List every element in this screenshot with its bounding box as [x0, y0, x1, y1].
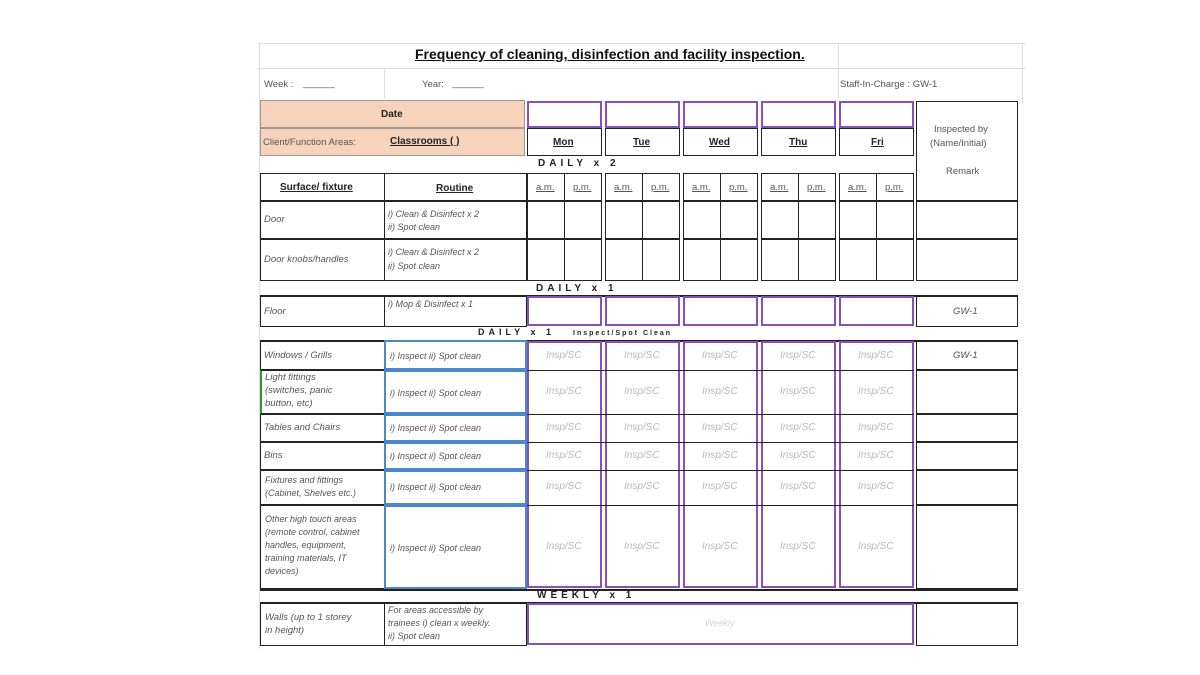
sheet-title-gridline	[258, 68, 1026, 69]
bins-routine: i) Inspect ii) Spot clean	[390, 451, 482, 461]
sheet-top-gridline	[258, 43, 1026, 44]
insp-light-wed: Insp/SC	[702, 386, 738, 397]
light-remark-cell[interactable]	[916, 370, 1018, 414]
insp-light-tue: Insp/SC	[624, 386, 660, 397]
door-wed-pm[interactable]	[720, 201, 758, 239]
fixtures-surface-1: Fixtures and fittings	[265, 475, 344, 485]
door-surface: Door	[264, 214, 285, 225]
walls-routine-3: ii) Spot clean	[388, 631, 441, 641]
remark-label: Remark	[946, 166, 980, 177]
knobs-fri-pm[interactable]	[876, 239, 914, 281]
floor-surface: Floor	[264, 306, 286, 317]
door-fri-am[interactable]	[839, 201, 877, 239]
date-cell-fri[interactable]	[839, 101, 914, 128]
door-mon-am[interactable]	[527, 201, 565, 239]
tables-surface: Tables and Chairs	[264, 422, 341, 433]
insp-windows-tue: Insp/SC	[624, 350, 660, 361]
fixtures-routine: i) Inspect ii) Spot clean	[390, 482, 482, 492]
sheet-right-gridline	[1022, 43, 1023, 103]
day-mon: Mon	[553, 137, 574, 148]
bins-remark-cell[interactable]	[916, 442, 1018, 470]
weekly-section-top	[260, 589, 1018, 591]
light-routine: i) Inspect ii) Spot clean	[390, 388, 482, 398]
form-title: Frequency of cleaning, disinfection and facility inspection.	[415, 46, 805, 62]
knobs-mon-am[interactable]	[527, 239, 565, 281]
week-label: Week :	[264, 79, 294, 90]
insp-windows-mon: Insp/SC	[546, 350, 582, 361]
floor-mon[interactable]	[527, 296, 602, 326]
floor-fri[interactable]	[839, 296, 914, 326]
insp-bins-tue: Insp/SC	[624, 450, 660, 461]
day-thu: Thu	[789, 137, 808, 148]
insp-fixtures-thu: Insp/SC	[780, 481, 816, 492]
insp-light-fri: Insp/SC	[858, 386, 894, 397]
door-routine-1: i) Clean & Disinfect x 2	[388, 209, 480, 219]
knobs-routine-1: i) Clean & Disinfect x 2	[388, 247, 480, 257]
insp-tables-fri: Insp/SC	[858, 422, 894, 433]
insp-tables-mon: Insp/SC	[546, 422, 582, 433]
pm-label-wed: p.m.	[729, 182, 748, 193]
fixtures-surface-2: (Cabinet, Shelves etc.)	[265, 488, 357, 498]
pm-label-mon: p.m.	[573, 182, 592, 193]
floor-remark: GW-1	[953, 306, 978, 317]
insp-windows-thu: Insp/SC	[780, 350, 816, 361]
insp-fixtures-fri: Insp/SC	[858, 481, 894, 492]
day-fri: Fri	[871, 137, 884, 148]
floor-tue[interactable]	[605, 296, 680, 326]
inspected-by-label: Inspected by	[934, 124, 988, 135]
sheet-col-gridline-2	[838, 43, 839, 98]
area-value: Classrooms ( )	[390, 136, 460, 147]
routine-header: Routine	[436, 183, 474, 194]
other-surface-2: (remote control, cabinet	[265, 527, 360, 537]
knobs-fri-am[interactable]	[839, 239, 877, 281]
door-tue-am[interactable]	[605, 201, 643, 239]
insp-windows-fri: Insp/SC	[858, 350, 894, 361]
insp-other-fri: Insp/SC	[858, 541, 894, 552]
day-tue: Tue	[633, 137, 651, 148]
knobs-tue-pm[interactable]	[642, 239, 680, 281]
insp-bins-fri: Insp/SC	[858, 450, 894, 461]
windows-surface: Windows / Grills	[264, 350, 333, 361]
door-thu-pm[interactable]	[798, 201, 836, 239]
date-cell-tue[interactable]	[605, 101, 680, 128]
walls-surface-cell	[260, 602, 385, 646]
date-cell-wed[interactable]	[683, 101, 758, 128]
knobs-wed-am[interactable]	[683, 239, 721, 281]
other-surface-1: Other high touch areas	[265, 514, 357, 524]
door-tue-pm[interactable]	[642, 201, 680, 239]
knobs-wed-pm[interactable]	[720, 239, 758, 281]
staff-in-charge: Staff-In-Charge : GW-1	[840, 79, 938, 90]
am-label-tue: a.m.	[614, 182, 633, 193]
insp-bins-thu: Insp/SC	[780, 450, 816, 461]
windows-remark: GW-1	[953, 350, 978, 361]
year-label: Year:	[422, 79, 444, 90]
am-label-wed: a.m.	[692, 182, 711, 193]
insp-other-mon: Insp/SC	[546, 541, 582, 552]
pm-label-fri: p.m.	[885, 182, 904, 193]
inspect-row-sep-3	[527, 442, 914, 443]
section-inspect-subtitle: Inspect/Spot Clean	[573, 330, 673, 337]
insp-other-wed: Insp/SC	[702, 541, 738, 552]
walls-routine-2: trainees i) clean x weekly.	[388, 618, 491, 628]
door-remark[interactable]	[916, 201, 1018, 239]
date-label: Date	[381, 109, 403, 120]
insp-other-tue: Insp/SC	[624, 541, 660, 552]
inspect-row-sep-1	[527, 370, 914, 371]
section-daily-x2: DAILY x 2	[538, 158, 620, 169]
door-mon-pm[interactable]	[564, 201, 602, 239]
area-label: Client/Function Areas:	[263, 137, 356, 148]
door-routine-2: ii) Spot clean	[388, 222, 441, 232]
other-surface-5: devices)	[265, 566, 299, 576]
other-remark-cell[interactable]	[916, 505, 1018, 589]
insp-light-thu: Insp/SC	[780, 386, 816, 397]
door-routine-cell	[384, 201, 527, 239]
other-surface-3: handles, equipment,	[265, 540, 347, 550]
insp-tables-thu: Insp/SC	[780, 422, 816, 433]
am-label-mon: a.m.	[536, 182, 555, 193]
fixtures-remark-cell[interactable]	[916, 470, 1018, 505]
floor-wed[interactable]	[683, 296, 758, 326]
door-fri-pm[interactable]	[876, 201, 914, 239]
knobs-thu-am[interactable]	[761, 239, 799, 281]
insp-bins-mon: Insp/SC	[546, 450, 582, 461]
door-thu-am[interactable]	[761, 201, 799, 239]
insp-fixtures-tue: Insp/SC	[624, 481, 660, 492]
windows-routine: i) Inspect ii) Spot clean	[390, 351, 482, 361]
section-daily-x1-inspect: DAILY x 1	[478, 327, 556, 337]
inspect-row-sep-2	[527, 414, 914, 415]
light-surface-2: (switches, panic	[265, 385, 333, 396]
date-cell-mon[interactable]	[527, 101, 602, 128]
walls-surface-1: Walls (up to 1 storey	[265, 612, 352, 623]
light-surface-3: button, etc)	[265, 398, 313, 409]
walls-weekly-text: Weekly	[705, 618, 735, 628]
walls-remark-cell[interactable]	[916, 602, 1018, 646]
bins-surface: Bins	[264, 450, 283, 461]
insp-windows-wed: Insp/SC	[702, 350, 738, 361]
insp-light-mon: Insp/SC	[546, 386, 582, 397]
inspect-row-sep-4	[527, 470, 914, 471]
walls-routine-1: For areas accessible by	[388, 605, 484, 615]
pm-label-thu: p.m.	[807, 182, 826, 193]
insp-other-thu: Insp/SC	[780, 541, 816, 552]
knobs-routine-cell	[384, 239, 527, 281]
insp-tables-wed: Insp/SC	[702, 422, 738, 433]
insp-tables-tue: Insp/SC	[624, 422, 660, 433]
knobs-surface: Door knobs/handles	[264, 254, 349, 265]
section-daily-x1: DAILY x 1	[536, 283, 618, 294]
light-surface-1: Light fittings	[265, 372, 316, 383]
inspected-header-cell	[916, 101, 1018, 201]
am-label-fri: a.m.	[848, 182, 867, 193]
floor-routine: i) Mop & Disinfect x 1	[388, 299, 474, 309]
knobs-tue-am[interactable]	[605, 239, 643, 281]
door-wed-am[interactable]	[683, 201, 721, 239]
section-weekly: WEEKLY x 1	[537, 590, 636, 601]
sheet-col-gridline	[384, 68, 385, 98]
am-label-thu: a.m.	[770, 182, 789, 193]
date-cell-thu[interactable]	[761, 101, 836, 128]
tables-remark-cell[interactable]	[916, 414, 1018, 442]
tables-routine: i) Inspect ii) Spot clean	[390, 423, 482, 433]
insp-fixtures-mon: Insp/SC	[546, 481, 582, 492]
week-value: ______	[303, 78, 335, 89]
pm-label-tue: p.m.	[651, 182, 670, 193]
other-routine: i) Inspect ii) Spot clean	[390, 543, 482, 553]
knobs-routine-2: ii) Spot clean	[388, 261, 441, 271]
insp-fixtures-wed: Insp/SC	[702, 481, 738, 492]
inspect-row-sep-5	[527, 505, 914, 506]
floor-thu[interactable]	[761, 296, 836, 326]
other-surface-4: training materials, IT	[265, 553, 347, 563]
knobs-mon-pm[interactable]	[564, 239, 602, 281]
inspected-name-label: (Name/Initial)	[930, 138, 987, 149]
insp-bins-wed: Insp/SC	[702, 450, 738, 461]
year-value: ______	[452, 78, 484, 89]
walls-surface-2: in height)	[265, 625, 305, 636]
day-wed: Wed	[709, 137, 730, 148]
knobs-remark[interactable]	[916, 239, 1018, 281]
surface-fixture-header: Surface/ fixture	[280, 182, 353, 193]
knobs-thu-pm[interactable]	[798, 239, 836, 281]
